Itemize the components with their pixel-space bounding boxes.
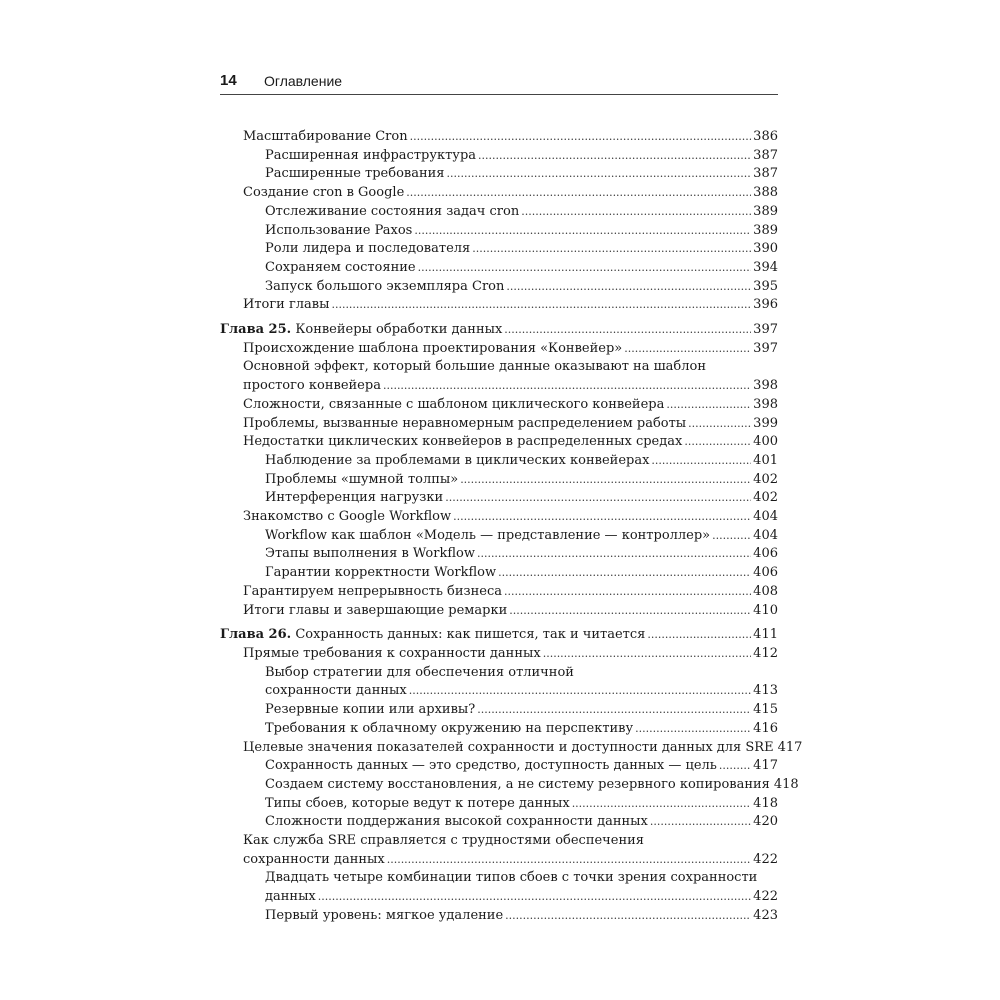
dot-leader xyxy=(624,340,751,359)
toc-page-number: 386 xyxy=(753,129,778,144)
toc-entry xyxy=(220,527,778,546)
toc-entry-text: Итоги главы xyxy=(243,297,330,313)
dot-leader xyxy=(666,396,751,415)
dot-leader xyxy=(387,851,751,870)
toc-entry xyxy=(220,489,778,508)
toc-page-number: 390 xyxy=(753,241,778,257)
dot-leader xyxy=(418,259,752,278)
dot-leader xyxy=(521,203,751,222)
toc-chapter-entry xyxy=(220,321,778,340)
dot-leader xyxy=(472,240,751,259)
toc-entry-text: Этапы выполнения в Workflow xyxy=(265,546,475,562)
toc-entry-text: сохранности данных xyxy=(265,683,407,699)
toc-entry xyxy=(220,296,778,315)
toc-page-number: 397 xyxy=(753,322,778,338)
header-rule xyxy=(220,94,778,95)
toc-entry-text: Недостатки циклических конвейеров в распределенных средах xyxy=(243,434,683,450)
toc-entry-text: Знакомство с Google Workflow xyxy=(243,509,452,525)
toc-chapter-entry xyxy=(220,626,778,645)
dot-leader xyxy=(453,508,751,527)
toc-entry xyxy=(220,645,778,664)
toc-entry xyxy=(220,203,778,222)
dot-leader xyxy=(406,184,751,203)
dot-leader xyxy=(445,489,751,508)
toc-entry xyxy=(220,358,778,395)
dot-leader xyxy=(719,757,751,776)
dot-leader xyxy=(409,682,751,701)
toc-page-number: 417 xyxy=(777,739,803,755)
dot-leader xyxy=(498,564,751,583)
toc-entry-text: Использование Paxos xyxy=(265,222,413,238)
toc-entry xyxy=(220,602,778,621)
chapter-label: Глава 26. xyxy=(220,627,292,643)
toc-entry xyxy=(220,415,778,434)
toc-entry-text: Гарантии корректности Workflow xyxy=(265,565,497,581)
dot-leader xyxy=(383,377,751,396)
toc-entry-text: Проблемы, вызванные неравномерным распределением работы xyxy=(243,415,687,431)
toc-entry-text: Сложности поддержания высокой сохранности данных xyxy=(265,814,648,830)
dot-leader xyxy=(410,128,752,147)
toc-page-number: 404 xyxy=(753,527,778,543)
toc-entry-text: Роли лидера и последователя xyxy=(265,241,471,257)
toc-entry-text: Целевые значения показателей сохранности и доступности данных для SRE xyxy=(243,739,774,755)
toc-entry-text: Создаем систему восстановления, а не систему резервного копирования xyxy=(265,776,770,792)
toc-page-number: 404 xyxy=(753,509,778,525)
toc-page-number: 417 xyxy=(753,758,778,774)
toc-entry-text: Расширенная инфраструктура xyxy=(265,147,477,163)
dot-leader xyxy=(543,645,751,664)
toc-page-number: 396 xyxy=(753,297,778,313)
toc-page-number: 413 xyxy=(753,683,778,699)
toc-entry xyxy=(220,433,778,452)
toc-page-number: 395 xyxy=(753,278,778,294)
toc-entry-text: Прямые требования к сохранности данных xyxy=(243,645,541,661)
toc-page-number: 398 xyxy=(753,378,778,394)
toc-entry-text: Типы сбоев, которые ведут к потере данных xyxy=(265,795,570,811)
toc-entry xyxy=(220,165,778,184)
dot-leader xyxy=(650,813,751,832)
toc-entry xyxy=(220,664,778,701)
toc-entry xyxy=(220,508,778,527)
dot-leader xyxy=(572,795,751,814)
page-header xyxy=(220,70,778,94)
toc-entry-text: Сложности, связанные с шаблоном циклического конвейера xyxy=(243,396,665,412)
toc-entry xyxy=(220,452,778,471)
toc-page-number: 410 xyxy=(753,602,778,618)
toc-entry-text: Первый уровень: мягкое удаление xyxy=(265,907,504,923)
toc-page-number: 401 xyxy=(753,452,778,468)
toc-entry xyxy=(220,147,778,166)
toc-entry-text: Итоги главы и завершающие ремарки xyxy=(243,602,508,618)
dot-leader xyxy=(318,888,751,907)
toc-entry xyxy=(220,278,778,297)
toc-entry xyxy=(220,222,778,241)
toc-page-number: 411 xyxy=(753,627,778,643)
toc-entry-text: Происхождение шаблона проектирования «Конвейер» xyxy=(243,340,623,356)
toc-page-number: 423 xyxy=(753,907,778,923)
toc-entry xyxy=(220,832,778,869)
toc-entry-text: Конвейеры обработки данных xyxy=(295,322,503,338)
toc-entry xyxy=(220,340,778,359)
toc-entry xyxy=(220,776,799,795)
toc-page-number: 402 xyxy=(753,471,778,487)
toc-entry-text: Проблемы «шумной толпы» xyxy=(265,471,459,487)
dot-leader xyxy=(477,701,751,720)
toc-page-number: 387 xyxy=(753,166,778,182)
toc-page-number: 389 xyxy=(753,222,778,238)
toc-page-number: 397 xyxy=(753,340,778,356)
dot-leader xyxy=(688,415,751,434)
toc-entry-text: Отслеживание состояния задач cron xyxy=(265,203,520,219)
toc-entry xyxy=(220,396,778,415)
toc-entry-text: Создание cron в Google xyxy=(243,185,405,201)
toc-entry-text: Workflow как шаблон «Модель — представление — контроллер» xyxy=(265,527,711,543)
dot-leader xyxy=(712,527,751,546)
toc-page-number: 422 xyxy=(753,889,778,905)
dot-leader xyxy=(478,147,751,166)
dot-leader xyxy=(447,165,752,184)
toc-page-number: 415 xyxy=(753,702,778,718)
toc-page-number: 422 xyxy=(753,851,778,867)
toc-page-number: 418 xyxy=(753,795,778,811)
dot-leader xyxy=(505,907,751,926)
toc-page-number: 408 xyxy=(753,583,778,599)
toc-page-number: 406 xyxy=(753,565,778,581)
toc-entry xyxy=(220,240,778,259)
toc-page-number: 416 xyxy=(753,720,778,736)
toc-entry-text: Гарантируем непрерывность бизнеса xyxy=(243,583,503,599)
page-number: 14 xyxy=(220,72,237,89)
toc-entry-text: сохранности данных xyxy=(243,851,385,867)
dot-leader xyxy=(414,222,751,241)
toc-page-number: 387 xyxy=(753,147,778,163)
toc-entry xyxy=(220,583,778,602)
toc-entry xyxy=(220,128,778,147)
running-title: Оглавление xyxy=(264,73,343,89)
toc-entry-text: Требования к облачному окружению на перспективу xyxy=(265,720,634,736)
toc-page-number: 412 xyxy=(753,645,778,661)
dot-leader xyxy=(460,471,751,490)
dot-leader xyxy=(684,433,751,452)
toc-entry-text: Сохранность данных: как пишется, так и читается xyxy=(295,627,646,643)
dot-leader xyxy=(647,626,751,645)
toc-page-number: 388 xyxy=(753,185,778,201)
toc-entry-text: Сохраняем состояние xyxy=(265,259,416,275)
toc-entry xyxy=(220,701,778,720)
toc-entry xyxy=(220,869,778,906)
toc-entry-text: данных xyxy=(265,889,316,905)
toc-entry-text: Расширенные требования xyxy=(265,166,445,182)
toc-entry xyxy=(220,757,778,776)
chapter-label: Глава 25. xyxy=(220,322,292,338)
toc-entry-text: Интерференция нагрузки xyxy=(265,490,444,506)
toc-entry xyxy=(220,184,778,203)
toc-entry-text: Сохранность данных — это средство, доступность данных — цель xyxy=(265,758,717,774)
toc-entry xyxy=(220,795,778,814)
toc-entry xyxy=(220,259,778,278)
table-of-contents xyxy=(220,128,803,926)
toc-entry-text: Запуск большого экземпляра Cron xyxy=(265,278,505,294)
dot-leader xyxy=(331,296,751,315)
dot-leader xyxy=(635,720,751,739)
dot-leader xyxy=(651,452,751,471)
toc-page-number: 400 xyxy=(753,434,778,450)
toc-page-number: 394 xyxy=(753,259,778,275)
toc-entry-text: простого конвейера xyxy=(243,378,381,394)
toc-page-number: 418 xyxy=(773,776,799,792)
dot-leader xyxy=(504,583,751,602)
toc-entry-text-line1: Основной эффект, который большие данные оказывают на шаблон xyxy=(243,359,707,375)
toc-page-number: 420 xyxy=(753,814,778,830)
toc-page-number: 402 xyxy=(753,490,778,506)
toc-page-number: 406 xyxy=(753,546,778,562)
toc-entry xyxy=(220,545,778,564)
toc-entry xyxy=(220,720,778,739)
toc-entry-text: Наблюдение за проблемами в циклических конвейерах xyxy=(265,452,650,468)
toc-entry-text: Резервные копии или архивы? xyxy=(265,702,476,718)
toc-entry xyxy=(220,739,803,758)
toc-entry-text-line1: Выбор стратегии для обеспечения отличной xyxy=(265,664,574,680)
toc-entry xyxy=(220,907,778,926)
toc-page-number: 398 xyxy=(753,396,778,412)
dot-leader xyxy=(504,321,751,340)
toc-entry-text-line1: Как служба SRE справляется с трудностями обеспечения xyxy=(243,833,644,849)
toc-entry xyxy=(220,564,778,583)
toc-page-number: 399 xyxy=(753,415,778,431)
toc-entry-text-line1: Двадцать четыре комбинации типов сбоев с точки зрения сохранности xyxy=(265,870,758,886)
dot-leader xyxy=(477,545,751,564)
dot-leader xyxy=(506,278,751,297)
toc-page-number: 389 xyxy=(753,203,778,219)
toc-entry-text: Масштабирование Cron xyxy=(243,129,408,144)
dot-leader xyxy=(509,602,751,621)
toc-entry xyxy=(220,471,778,490)
toc-entry xyxy=(220,813,778,832)
